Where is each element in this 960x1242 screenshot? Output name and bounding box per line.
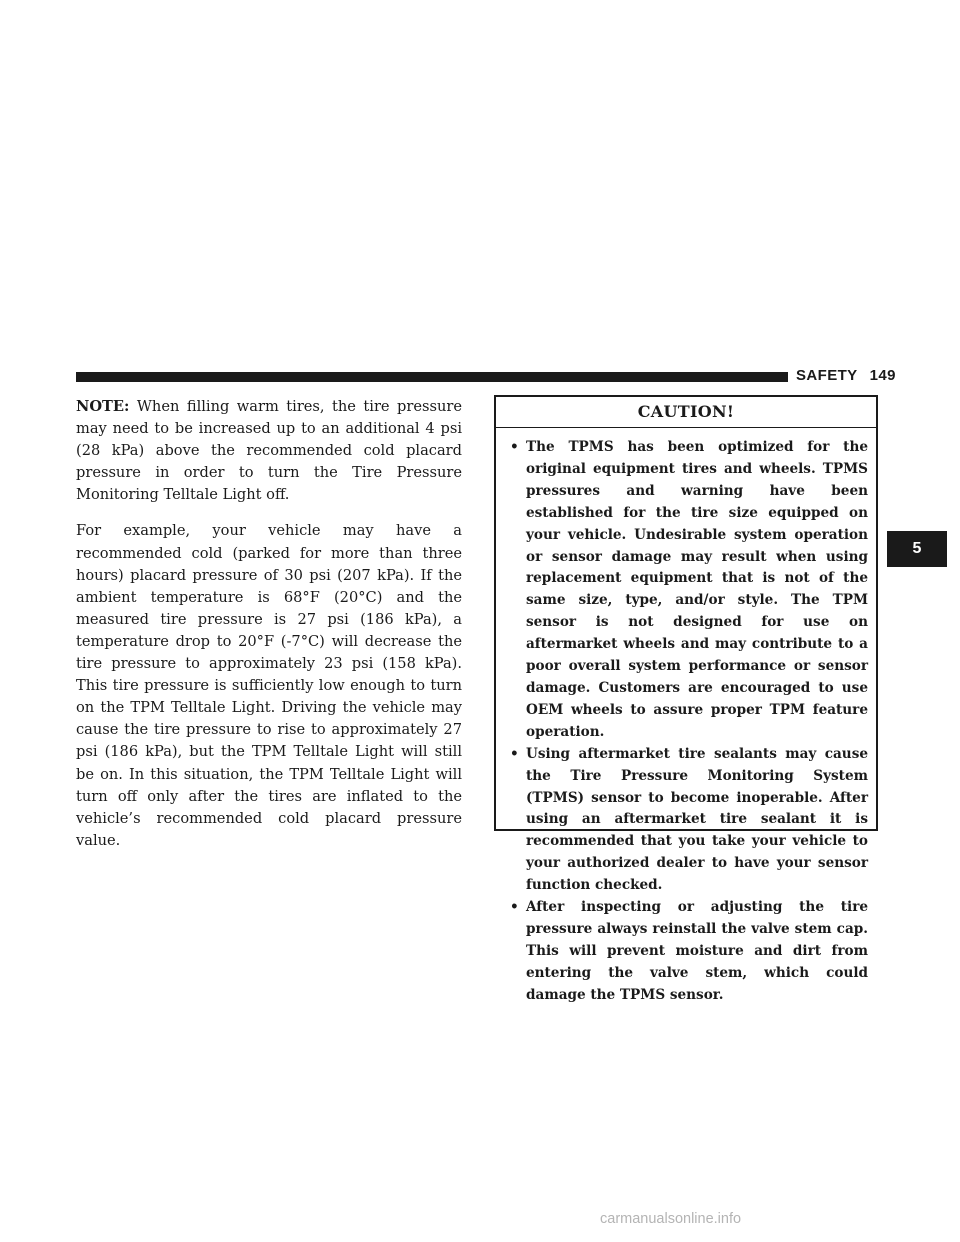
running-header [796,367,896,384]
caution-item-text: Using aftermarket tire sealants may cause the Tire Pressure Monitoring System (TPMS) sensor to become inoperable. After using an aftermarket tire sealant it is recommended that you take your vehicle to your authorized dealer to have your sensor function checked. [526,745,868,894]
caution-item [510,437,868,744]
caution-title: CAUTION! [496,397,876,428]
header-rule [76,372,788,382]
note-paragraph [76,396,462,506]
caution-box [494,395,878,1003]
caution-item-text: After inspecting or adjusting the tire pressure always reinstall the valve stem cap. This will prevent moisture and dirt from entering the valve stem, which could damage the TPMS sensor. [526,899,868,1003]
watermark: carmanualsonline.info [600,1211,742,1227]
bullet-icon: • [510,439,519,455]
note-label: NOTE: [76,398,130,415]
caution-item [510,897,868,1007]
chapter-tab: 5 [887,531,947,567]
body-text-column [76,396,462,866]
caution-list [496,428,876,1007]
note-text: When filling warm tires, the tire pressure may need to be increased up to an additional 4 psi (28 kPa) above the recommended cold placard pressure in order to turn the Tire Pressure Monitoring Telltale Light off. [76,398,462,504]
example-paragraph: For example, your vehicle may have a recommended cold (parked for more than three hours) placard pressure of 30 psi (207 kPa). If the ambient temperature is 68°F (20°C) and the measured tire pressure is 27 psi (186 kPa), a temperature drop to 20°F (-7°C) will decrease the tire pressure to approximately 23 psi (158 kPa). This tire pressure is sufficiently low enough to turn on the TPM Telltale Light. Driving the vehicle may cause the tire pressure to rise to approximately 27 psi (186 kPa), but the TPM Telltale Light will still be on. In this situation, the TPM Telltale Light will turn off only after the tires are inflated to the vehicle’s recommended cold placard pressure value. [76,522,462,849]
caution-item-text: The TPMS has been optimized for the original equipment tires and wheels. TPMS pressures and warning have been established for the tire size equipped on your vehicle. Undesirable system operation or sensor damage may result when using replacement equipment that is not of the same size, type, and/or style. The TPM sensor is not designed for use on aftermarket wheels and may contribute to a poor overall system performance or sensor damage. Customers are encouraged to use OEM wheels to assure proper TPM feature operation. [526,439,868,740]
bullet-icon: • [510,899,519,916]
page-number: 149 [869,367,896,384]
section-title: SAFETY [796,367,858,384]
caution-item [510,744,868,897]
bullet-icon: • [510,745,519,762]
